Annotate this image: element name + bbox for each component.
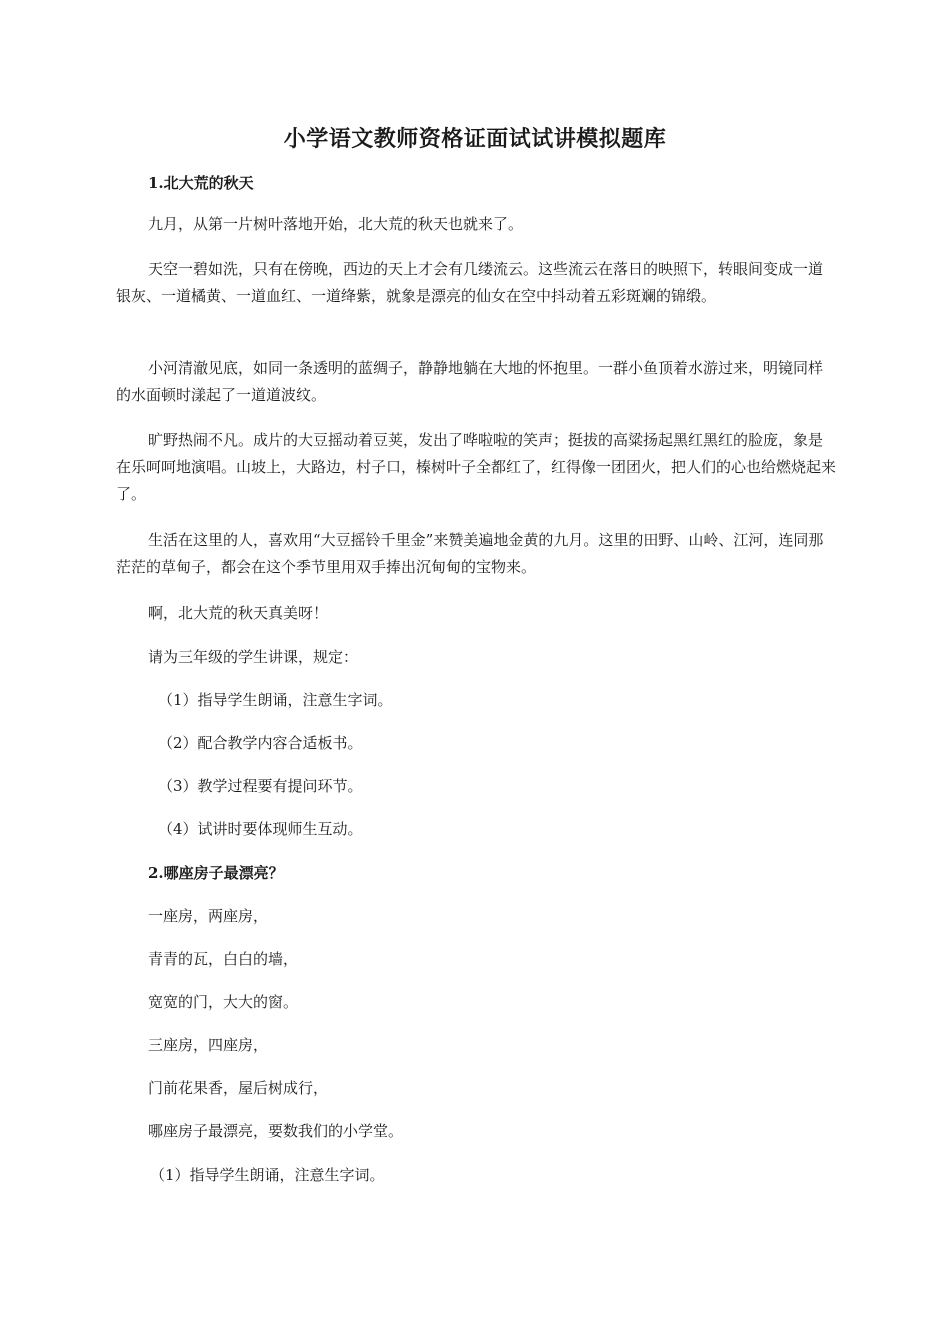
- document-title: 小学语文教师资格证面试试讲模拟题库: [283, 126, 667, 152]
- section-1-paragraph-4: 旷野热闹不凡。成片的大豆摇动着豆荚，发出了哗啦啦的笑声；挺拔的高粱扬起黑红黑红的脸庞，象是在乐呵呵地演唱。山坡上，大路边，村子口，榛树叶子全都红了，红得像一团团火，把人们的心也给燃烧起来了。: [116, 431, 837, 503]
- section-1-paragraph-3: 小河清澈见底，如同一条透明的蓝绸子，静静地躺在大地的怀抱里。一群小鱼顶着水游过来，明镜同样的水面顿时漾起了一道道波纹。: [116, 359, 824, 404]
- section-2-requirement: （1）指导学生朗诵，注意生字词。: [150, 1166, 385, 1184]
- section-1-requirement: （1）指导学生朗诵，注意生字词。: [158, 691, 393, 709]
- section-2-heading: 2.哪座房子最漂亮？: [148, 864, 284, 882]
- section-1-paragraph-5: 生活在这里的人，喜欢用“大豆摇铃千里金”来赞美遍地金黄的九月。这里的田野、山岭、江河，连同那茫茫的草甸子，都会在这个季节里用双手捧出沉甸甸的宝物来。: [116, 531, 824, 576]
- section-1-requirement: （2）配合教学内容合适板书。: [158, 734, 363, 752]
- section-1-requirement: （3）教学过程要有提问环节。: [158, 777, 363, 795]
- section-1-requirement: （4）试讲时要体现师生互动。: [158, 820, 363, 838]
- poem-line: 一座房，两座房，: [148, 907, 269, 925]
- poem-line: 门前花果香，屋后树成行，: [148, 1079, 329, 1097]
- poem-line: 哪座房子最漂亮，要数我们的小学堂。: [148, 1122, 404, 1140]
- section-1-heading: 1.北大荒的秋天: [148, 174, 254, 192]
- poem-line: 青青的瓦，白白的墙，: [148, 950, 299, 968]
- poem-line: 三座房，四座房，: [148, 1036, 269, 1054]
- section-1-paragraph-1: 九月，从第一片树叶落地开始，北大荒的秋天也就来了。: [148, 215, 524, 233]
- section-1-paragraph-2: 天空一碧如洗，只有在傍晚，西边的天上才会有几缕流云。这些流云在落日的映照下，转眼间变成一道银灰、一道橘黄、一道血红、一道绛紫，就象是漂亮的仙女在空中抖动着五彩斑斓的锦缎。: [116, 260, 824, 305]
- poem-line: 宽宽的门，大大的窗。: [148, 993, 299, 1011]
- section-1-instruction: 请为三年级的学生讲课，规定：: [148, 648, 359, 666]
- section-1-paragraph-6: 啊，北大荒的秋天真美呀！: [148, 604, 329, 622]
